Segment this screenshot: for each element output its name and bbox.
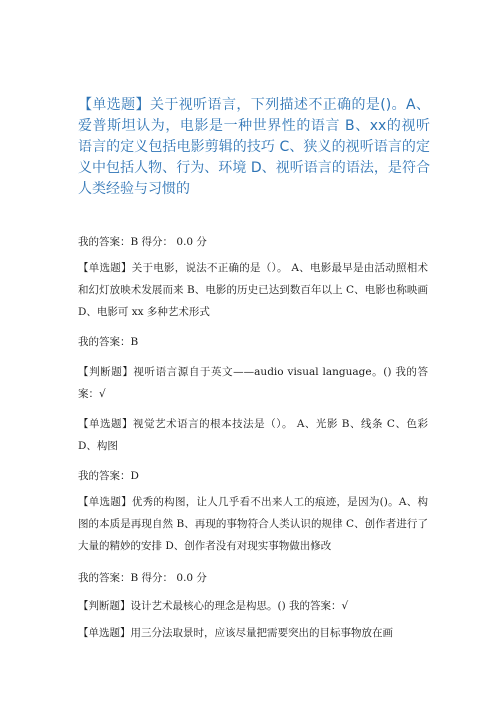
question-block: 【单选题】用三分法取景时，应该尽量把需要突出的目标事物放在画 [78, 627, 393, 639]
answer-line: 我的答案：B 得分： 0.0 分 [78, 236, 207, 248]
answer-line: 我的答案：B [78, 336, 139, 348]
question-block: 【单选题】优秀的构图，让人几乎看不出来人工的痕迹，是因为()。A、构图的本质是再现自然 B、再现的事物符合人类认识的规律 C、创作者进行了大量的精妙的安排 D、创作者没有对现实事物做出修改 [78, 496, 428, 552]
question-block: 【判断题】设计艺术最核心的理念是构思。() 我的答案：√ [78, 600, 349, 612]
answer-line: 我的答案：B 得分： 0.0 分 [78, 572, 207, 584]
question-block: 【单选题】关于电影，说法不正确的是（）。 A、电影最早是由活动照相术和幻灯放映术发展而来 B、电影的历史已达到数百年以上 C、电影也称映画 D、电影可 xx 多种艺术形式 [78, 262, 428, 318]
question-block: 【单选题】视觉艺术语言的根本技法是（）。 A、光影 B、线条 C、色彩 D、构图 [78, 418, 428, 452]
answer-line: 我的答案：D [78, 470, 139, 482]
question-block: 【判断题】视听语言源自于英文——audio visual language。() 我的答案：√ [78, 366, 428, 400]
question-1-heading: 【单选题】关于视听语言，下列描述不正确的是()。A、爱普斯坦认为，电影是一种世界性的语言 B、xx的视听语言的定义包括电影剪辑的技巧 C、狭义的视听语言的定义中包括人物、行为、环境 D、视听语言的语法，是符合人类经验与习惯的 [78, 97, 430, 197]
